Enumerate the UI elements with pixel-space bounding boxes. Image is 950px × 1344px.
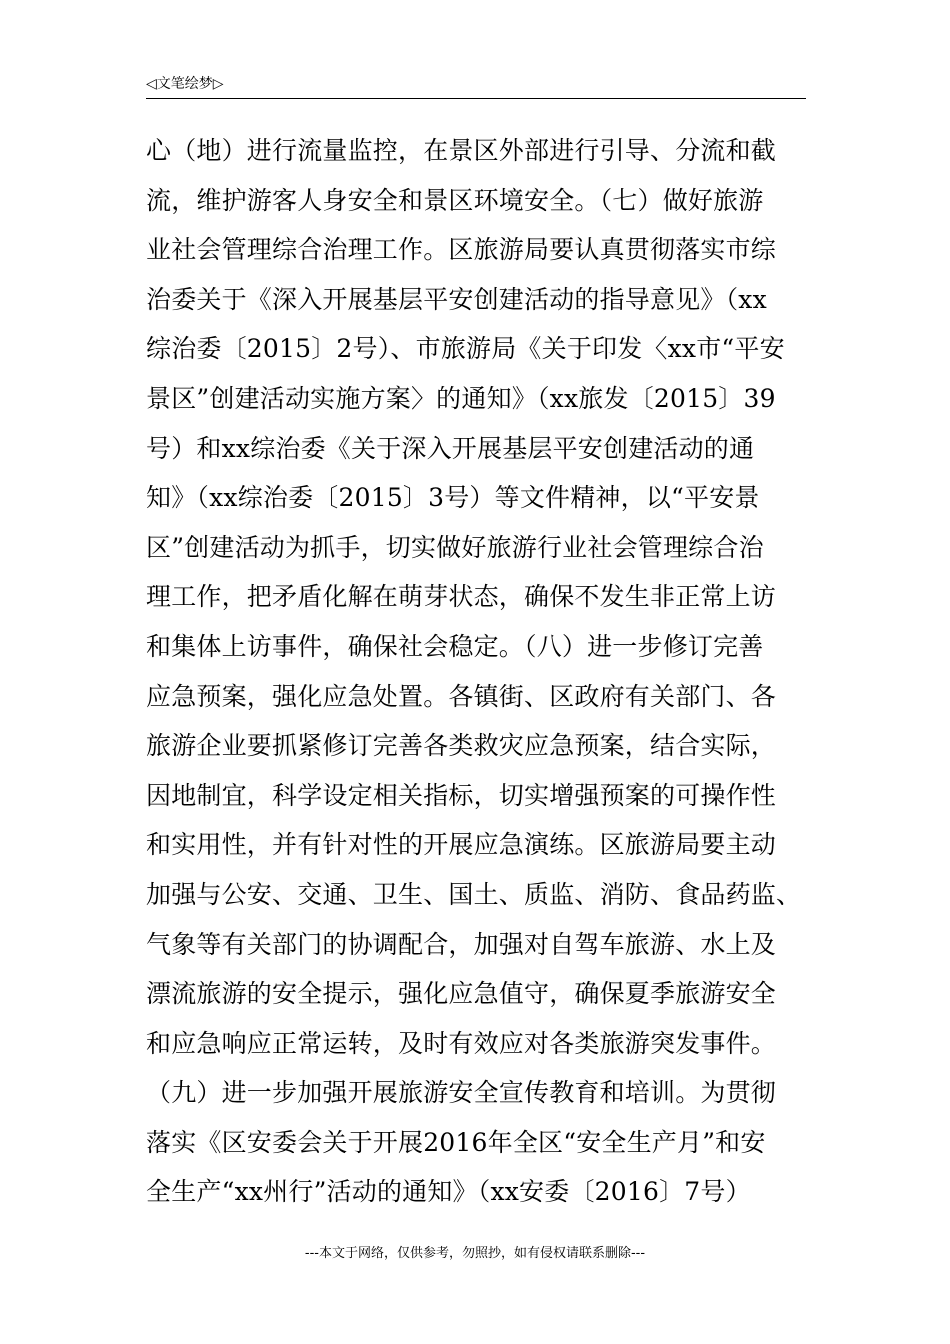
body-line: 加强与公安、交通、卫生、国土、质监、消防、食品药监、 xyxy=(146,879,802,909)
body-line: 治委关于《深入开展基层平安创建活动的指导意见》（xx xyxy=(146,284,767,314)
body-line: 旅游企业要抓紧修订完善各类救灾应急预案，结合实际， xyxy=(146,731,777,761)
body-line: 和集体上访事件，确保社会稳定。（八）进一步修订完善 xyxy=(146,631,764,661)
header-title: ◁文笔绘梦▷ xyxy=(146,76,224,92)
body-line: 气象等有关部门的协调配合，加强对自驾车旅游、水上及 xyxy=(146,929,777,959)
body-line: 知》（xx综治委〔2015〕3号）等文件精神，以“平安景 xyxy=(146,483,760,513)
body-line: 应急预案，强化应急处置。各镇街、区政府有关部门、各 xyxy=(146,681,777,711)
body-line: 和实用性，并有针对性的开展应急演练。区旅游局要主动 xyxy=(146,830,777,860)
body-line: 综治委〔2015〕2号）、市旅游局《关于印发〈xx市“平安 xyxy=(146,334,785,364)
body-line: 因地制宜，科学设定相关指标，切实增强预案的可操作性 xyxy=(146,780,777,810)
body-line: 全生产“xx州行”活动的通知》（xx安委〔2016〕7号） xyxy=(146,1177,751,1207)
page-footer: ---本文于网络，仅供参考，勿照抄，如有侵权请联系删除--- xyxy=(304,1246,646,1261)
body-line: 区”创建活动为抓手，切实做好旅游行业社会管理综合治 xyxy=(146,532,764,562)
body-line: 落实《区安委会关于开展2016年全区“安全生产月”和安 xyxy=(146,1127,766,1157)
body-line: 心（地）进行流量监控，在景区外部进行引导、分流和截 xyxy=(146,136,777,165)
body-line: 漂流旅游的安全提示，强化应急值守，确保夏季旅游安全 xyxy=(146,979,777,1009)
body-line: 理工作，把矛盾化解在萌芽状态，确保不发生非正常上访 xyxy=(146,582,777,612)
body-line: 流，维护游客人身安全和景区环境安全。（七）做好旅游 xyxy=(146,185,764,215)
header-rule xyxy=(146,98,806,99)
body-line: 和应急响应正常运转，及时有效应对各类旅游突发事件。 xyxy=(146,1028,777,1058)
document-body xyxy=(146,126,826,1217)
body-line: 景区”创建活动实施方案〉的通知》（xx旅发〔2015〕39 xyxy=(146,383,776,413)
page-header xyxy=(146,74,806,100)
body-line: 号）和xx综治委《关于深入开展基层平安创建活动的通 xyxy=(146,433,755,463)
body-line: （九）进一步加强开展旅游安全宣传教育和培训。为贯彻 xyxy=(146,1078,777,1108)
body-line: 业社会管理综合治理工作。区旅游局要认真贯彻落实市综 xyxy=(146,235,777,265)
